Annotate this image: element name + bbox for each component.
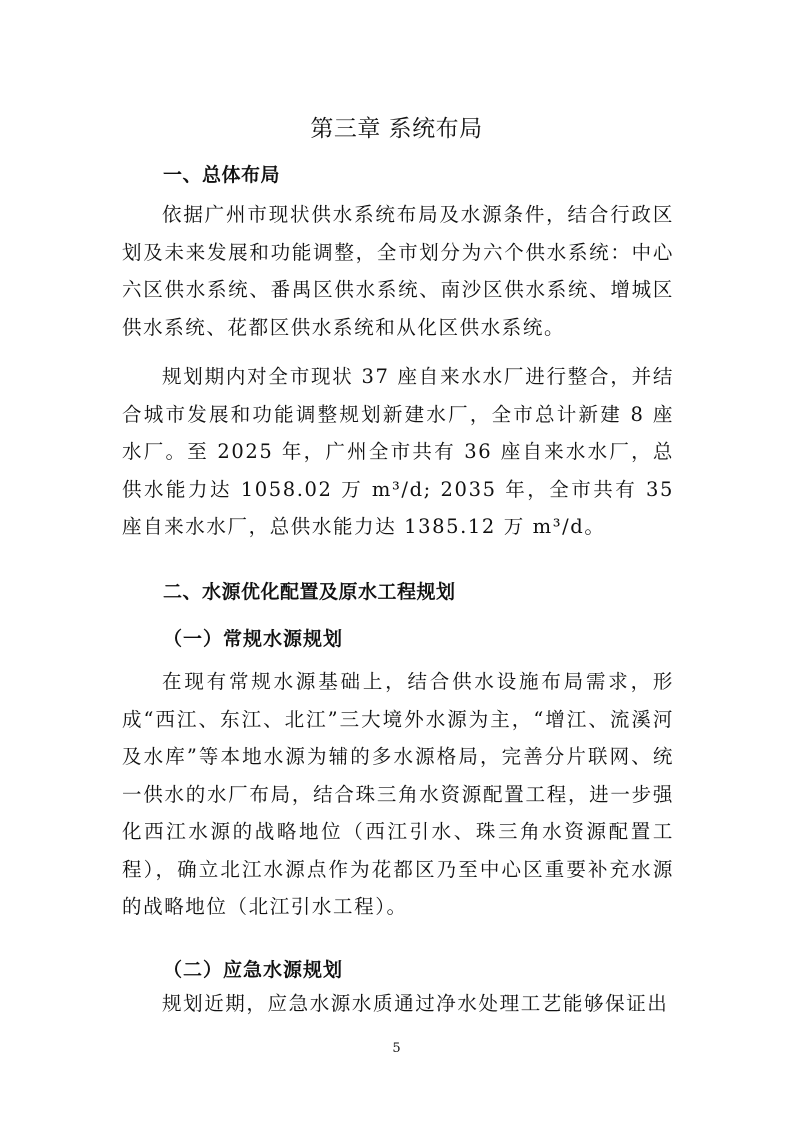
subsection-heading-emergency: （二）应急水源规划	[163, 959, 344, 981]
subsection-heading-conventional: （一）常规水源规划	[163, 628, 344, 650]
paragraph-supply-systems: 依据广州市现状供水系统布局及水源条件，结合行政区划及未来发展和功能调整，全市划分为六个供水系统：中心六区供水系统、番禺区供水系统、南沙区供水系统、增城区供水系统、花都区供水系统和从化区供水系统。	[122, 203, 674, 339]
paragraph-emergency-source: 规划近期，应急水源水质通过净水处理工艺能够保证出	[162, 992, 669, 1015]
chapter-title: 第三章 系统布局	[310, 116, 483, 142]
section-heading-water-source: 二、水源优化配置及原水工程规划	[163, 581, 456, 603]
page-number: 5	[392, 1041, 401, 1056]
section-heading-overall-layout: 一、总体布局	[163, 164, 281, 186]
paragraph-conventional-source: 在现有常规水源基础上，结合供水设施布局需求，形成“西江、东江、北江”三大境外水源为主，“增江、流溪河及水库”等本地水源为辅的多水源格局，完善分片联网、统一供水的水厂布局，结合珠三角水资源配置工程，进一步强化西江水源的战略地位（西江引水、珠三角水资源配置工程），确立北江水源点作为花都区乃至中心区重要补充水源的战略地位（北江引水工程）。	[122, 670, 674, 918]
paragraph-water-plants: 规划期内对全市现状 37 座自来水水厂进行整合，并结合城市发展和功能调整规划新建水厂，全市总计新建 8 座水厂。至 2025 年，广州全市共有 36 座自来水水厂，总供水能力达 1058.02 万 m³/d; 2035 年，全市共有 35 座自来水水厂，总供水能力达 1385.12 万 m³/d。	[122, 365, 674, 538]
